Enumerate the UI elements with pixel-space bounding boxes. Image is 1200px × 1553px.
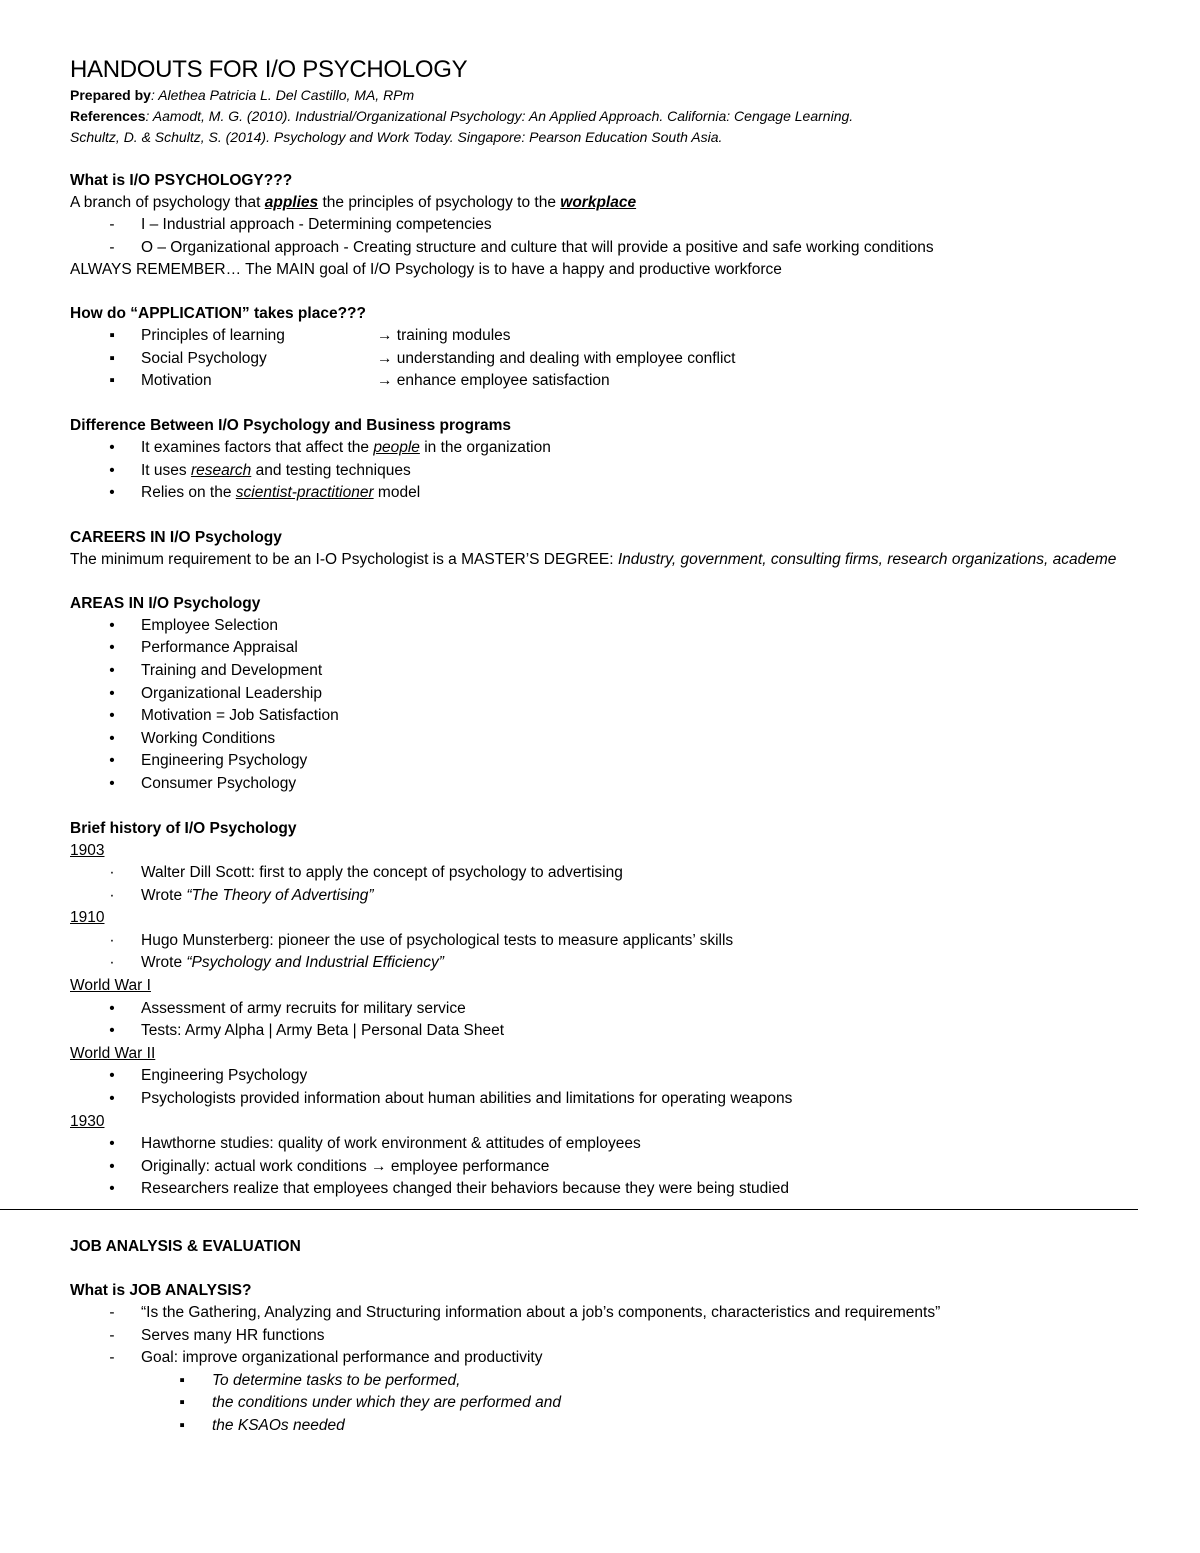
list-item-text: Researchers realize that employees changed their behaviors because they were being studied [141, 1180, 789, 1198]
list-item [70, 728, 1140, 751]
careers-settings: Industry, government, consulting firms, research organizations, academe [617, 550, 1117, 568]
bullet-icon: • [109, 1022, 115, 1040]
list-item-text: Hugo Munsterberg: pioneer the use of psychological tests to measure applicants’ skills [141, 931, 734, 949]
list-item-text: “Is the Gathering, Analyzing and Structuring information about a job’s components, characteristics and requirements” [141, 1304, 941, 1321]
history-1930-list [70, 1133, 1140, 1201]
list-item [70, 1133, 1140, 1156]
list-item-text: and testing techniques [251, 461, 411, 479]
list-item [70, 1088, 1140, 1111]
dash-marker: - [109, 1326, 115, 1344]
list-item-text: Wrote [141, 954, 187, 972]
list-item-text: the conditions under which they are performed and [212, 1394, 561, 1412]
list-item [70, 482, 1140, 505]
heading-job-analysis-evaluation: JOB ANALYSIS & EVALUATION [70, 1238, 301, 1255]
list-item-text: Organizational Leadership [141, 684, 322, 702]
job-analysis-list [70, 1302, 1140, 1438]
reference-2: Schultz, D. & Schultz, S. (2014). Psychology and Work Today. Singapore: Pearson Education South Asia. [70, 129, 723, 145]
list-item [70, 683, 1140, 706]
book-title: “Psychology and Industrial Efficiency” [186, 954, 444, 972]
list-item [70, 660, 1140, 683]
list-item-text: Performance Appraisal [141, 639, 298, 657]
list-item-text: Walter Dill Scott: first to apply the concept of psychology to advertising [141, 864, 623, 882]
references-line-1 [70, 106, 1140, 127]
sub-list-item [70, 1370, 1140, 1393]
application-list [70, 325, 1140, 393]
list-item-text: in the organization [419, 438, 551, 456]
list-item [70, 1302, 1140, 1325]
bullet-icon: • [109, 1067, 115, 1085]
heading-history: Brief history of I/O Psychology [70, 819, 297, 837]
list-item [70, 370, 1140, 393]
bullet-icon: • [109, 707, 115, 725]
dot-marker: · [109, 864, 115, 882]
history-1910-list [70, 930, 1140, 975]
handout-page [70, 55, 1140, 1438]
heading-what-is-io: What is I/O PSYCHOLOGY??? [70, 172, 293, 189]
history-ww2-list [70, 1065, 1140, 1110]
dot-marker: · [109, 886, 115, 904]
heading-what-is-job-analysis: What is JOB ANALYSIS? [70, 1282, 252, 1299]
bullet-icon: • [109, 774, 115, 792]
year-1903: 1903 [70, 841, 105, 859]
list-item [70, 998, 1140, 1021]
application-result: → training modules [377, 327, 511, 345]
list-item-text: It uses [141, 461, 191, 479]
list-item-text: It examines factors that affect the [141, 438, 374, 456]
list-item-text: I – Industrial approach - Determining competencies [141, 216, 492, 233]
list-item-text: O – Organizational approach - Creating structure and culture that will provide a positive and safe working conditions [141, 238, 934, 256]
list-item-text: Hawthorne studies: quality of work environment & attitudes of employees [141, 1135, 641, 1153]
heading-application: How do “APPLICATION” takes place??? [70, 305, 366, 323]
history-ww1-list [70, 998, 1140, 1043]
prepared-by [70, 85, 1140, 106]
list-item [70, 750, 1140, 773]
heading-areas: AREAS IN I/O Psychology [70, 594, 261, 612]
prepared-by-label: Prepared by [70, 87, 151, 103]
year-ww2: World War II [70, 1044, 156, 1062]
book-title: “The Theory of Advertising” [186, 886, 374, 904]
heading-difference: Difference Between I/O Psychology and Business programs [70, 416, 512, 434]
list-item [70, 1156, 1140, 1179]
io-approach-list [70, 214, 1140, 259]
list-item-text: Working Conditions [141, 729, 276, 747]
application-result: → enhance employee satisfaction [377, 372, 610, 390]
bullet-icon: • [109, 752, 115, 770]
list-item [70, 437, 1140, 460]
list-item-text: To determine tasks to be performed, [212, 1371, 461, 1389]
history-1903-list [70, 862, 1140, 907]
list-item [70, 460, 1140, 483]
application-topic: Social Psychology [141, 349, 267, 367]
list-item-text: Relies on the [141, 484, 236, 502]
list-item-text: Training and Development [141, 661, 323, 679]
bullet-icon: • [109, 684, 115, 702]
applies-emphasis: applies [264, 194, 319, 211]
list-item [70, 1325, 1140, 1348]
list-item [70, 237, 1140, 260]
list-item [70, 705, 1140, 728]
bullet-icon: • [109, 1135, 115, 1153]
list-item [70, 1178, 1140, 1201]
dot-marker: · [109, 931, 115, 949]
bullet-icon: • [109, 438, 115, 456]
bullet-icon: • [109, 484, 115, 502]
section-divider [0, 1209, 1138, 1210]
research-emphasis: research [190, 461, 252, 479]
dot-marker: · [109, 954, 115, 972]
square-bullet-icon: ▪ [109, 327, 115, 345]
list-item-text: Goal: improve organizational performance and productivity [141, 1349, 543, 1367]
square-bullet-icon: ▪ [109, 372, 115, 390]
list-item [70, 773, 1140, 796]
dash-marker: - [109, 216, 115, 233]
application-result: → understanding and dealing with employee conflict [377, 349, 736, 367]
people-emphasis: people [373, 438, 420, 456]
careers-requirement: The minimum requirement to be an I-O Psychologist is a MASTER’S DEGREE: [70, 550, 618, 568]
careers-text [70, 549, 1140, 571]
definition-text: the principles of psychology to the [318, 194, 561, 211]
dash-marker: - [109, 1304, 115, 1321]
list-item-text: Engineering Psychology [141, 752, 308, 770]
list-item-text: Wrote [141, 886, 187, 904]
bullet-icon: • [109, 729, 115, 747]
list-item-text: Originally: actual work conditions → employee performance [141, 1157, 550, 1175]
list-item [70, 1065, 1140, 1088]
dash-marker: - [109, 1349, 115, 1367]
always-remember: ALWAYS REMEMBER… The MAIN goal of I/O Psychology is to have a happy and productive workforce [70, 261, 782, 279]
list-item-text: Motivation = Job Satisfaction [141, 707, 339, 725]
list-item [70, 615, 1140, 638]
list-item [70, 348, 1140, 371]
application-topic: Motivation [141, 372, 212, 390]
list-item [70, 325, 1140, 348]
list-item [70, 952, 1140, 975]
list-item [70, 1347, 1140, 1370]
heading-careers: CAREERS IN I/O Psychology [70, 528, 282, 546]
square-bullet-icon: ▪ [179, 1371, 185, 1389]
bullet-icon: • [109, 639, 115, 657]
bullet-icon: • [109, 661, 115, 679]
year-ww1: World War I [70, 977, 151, 995]
definition-text: A branch of psychology that [70, 194, 265, 211]
list-item-text: the KSAOs needed [212, 1416, 345, 1434]
dash-marker: - [109, 238, 115, 256]
list-item [70, 1020, 1140, 1043]
list-item [70, 885, 1140, 908]
bullet-icon: • [109, 1180, 115, 1198]
list-item [70, 930, 1140, 953]
list-item-text: Employee Selection [141, 616, 278, 634]
bullet-icon: • [109, 616, 115, 634]
list-item-text: Serves many HR functions [141, 1326, 325, 1344]
list-item [70, 214, 1140, 237]
sub-list-item [70, 1392, 1140, 1415]
difference-list [70, 437, 1140, 505]
list-item-text: Engineering Psychology [141, 1067, 308, 1085]
bullet-icon: • [109, 461, 115, 479]
sub-list-item [70, 1415, 1140, 1438]
list-item [70, 637, 1140, 660]
reference-1: : Aamodt, M. G. (2010). Industrial/Organizational Psychology: An Applied Approach. California: Cengage Learning. [145, 108, 854, 124]
list-item [70, 862, 1140, 885]
scientist-practitioner-emphasis: scientist-practitioner [235, 484, 374, 502]
io-definition [70, 192, 1140, 214]
bullet-icon: • [109, 1157, 115, 1175]
square-bullet-icon: ▪ [179, 1416, 185, 1434]
prepared-by-value: : Alethea Patricia L. Del Castillo, MA, RPm [150, 87, 415, 103]
square-bullet-icon: ▪ [109, 349, 115, 367]
square-bullet-icon: ▪ [179, 1394, 185, 1412]
application-topic: Principles of learning [141, 327, 285, 345]
references-label: References [70, 108, 146, 124]
list-item-text: Consumer Psychology [141, 774, 297, 792]
areas-list [70, 615, 1140, 796]
bullet-icon: • [109, 999, 115, 1017]
list-item-text: Psychologists provided information about human abilities and limitations for operating weapons [141, 1090, 793, 1108]
document-title: HANDOUTS FOR I/O PSYCHOLOGY [70, 56, 468, 83]
list-item-text: model [373, 484, 421, 502]
list-item-text: Tests: Army Alpha | Army Beta | Personal Data Sheet [141, 1022, 505, 1040]
bullet-icon: • [109, 1090, 115, 1108]
list-item-text: Assessment of army recruits for military service [141, 999, 466, 1017]
workplace-emphasis: workplace [560, 194, 637, 211]
year-1930: 1930 [70, 1112, 105, 1130]
year-1910: 1910 [70, 909, 105, 927]
